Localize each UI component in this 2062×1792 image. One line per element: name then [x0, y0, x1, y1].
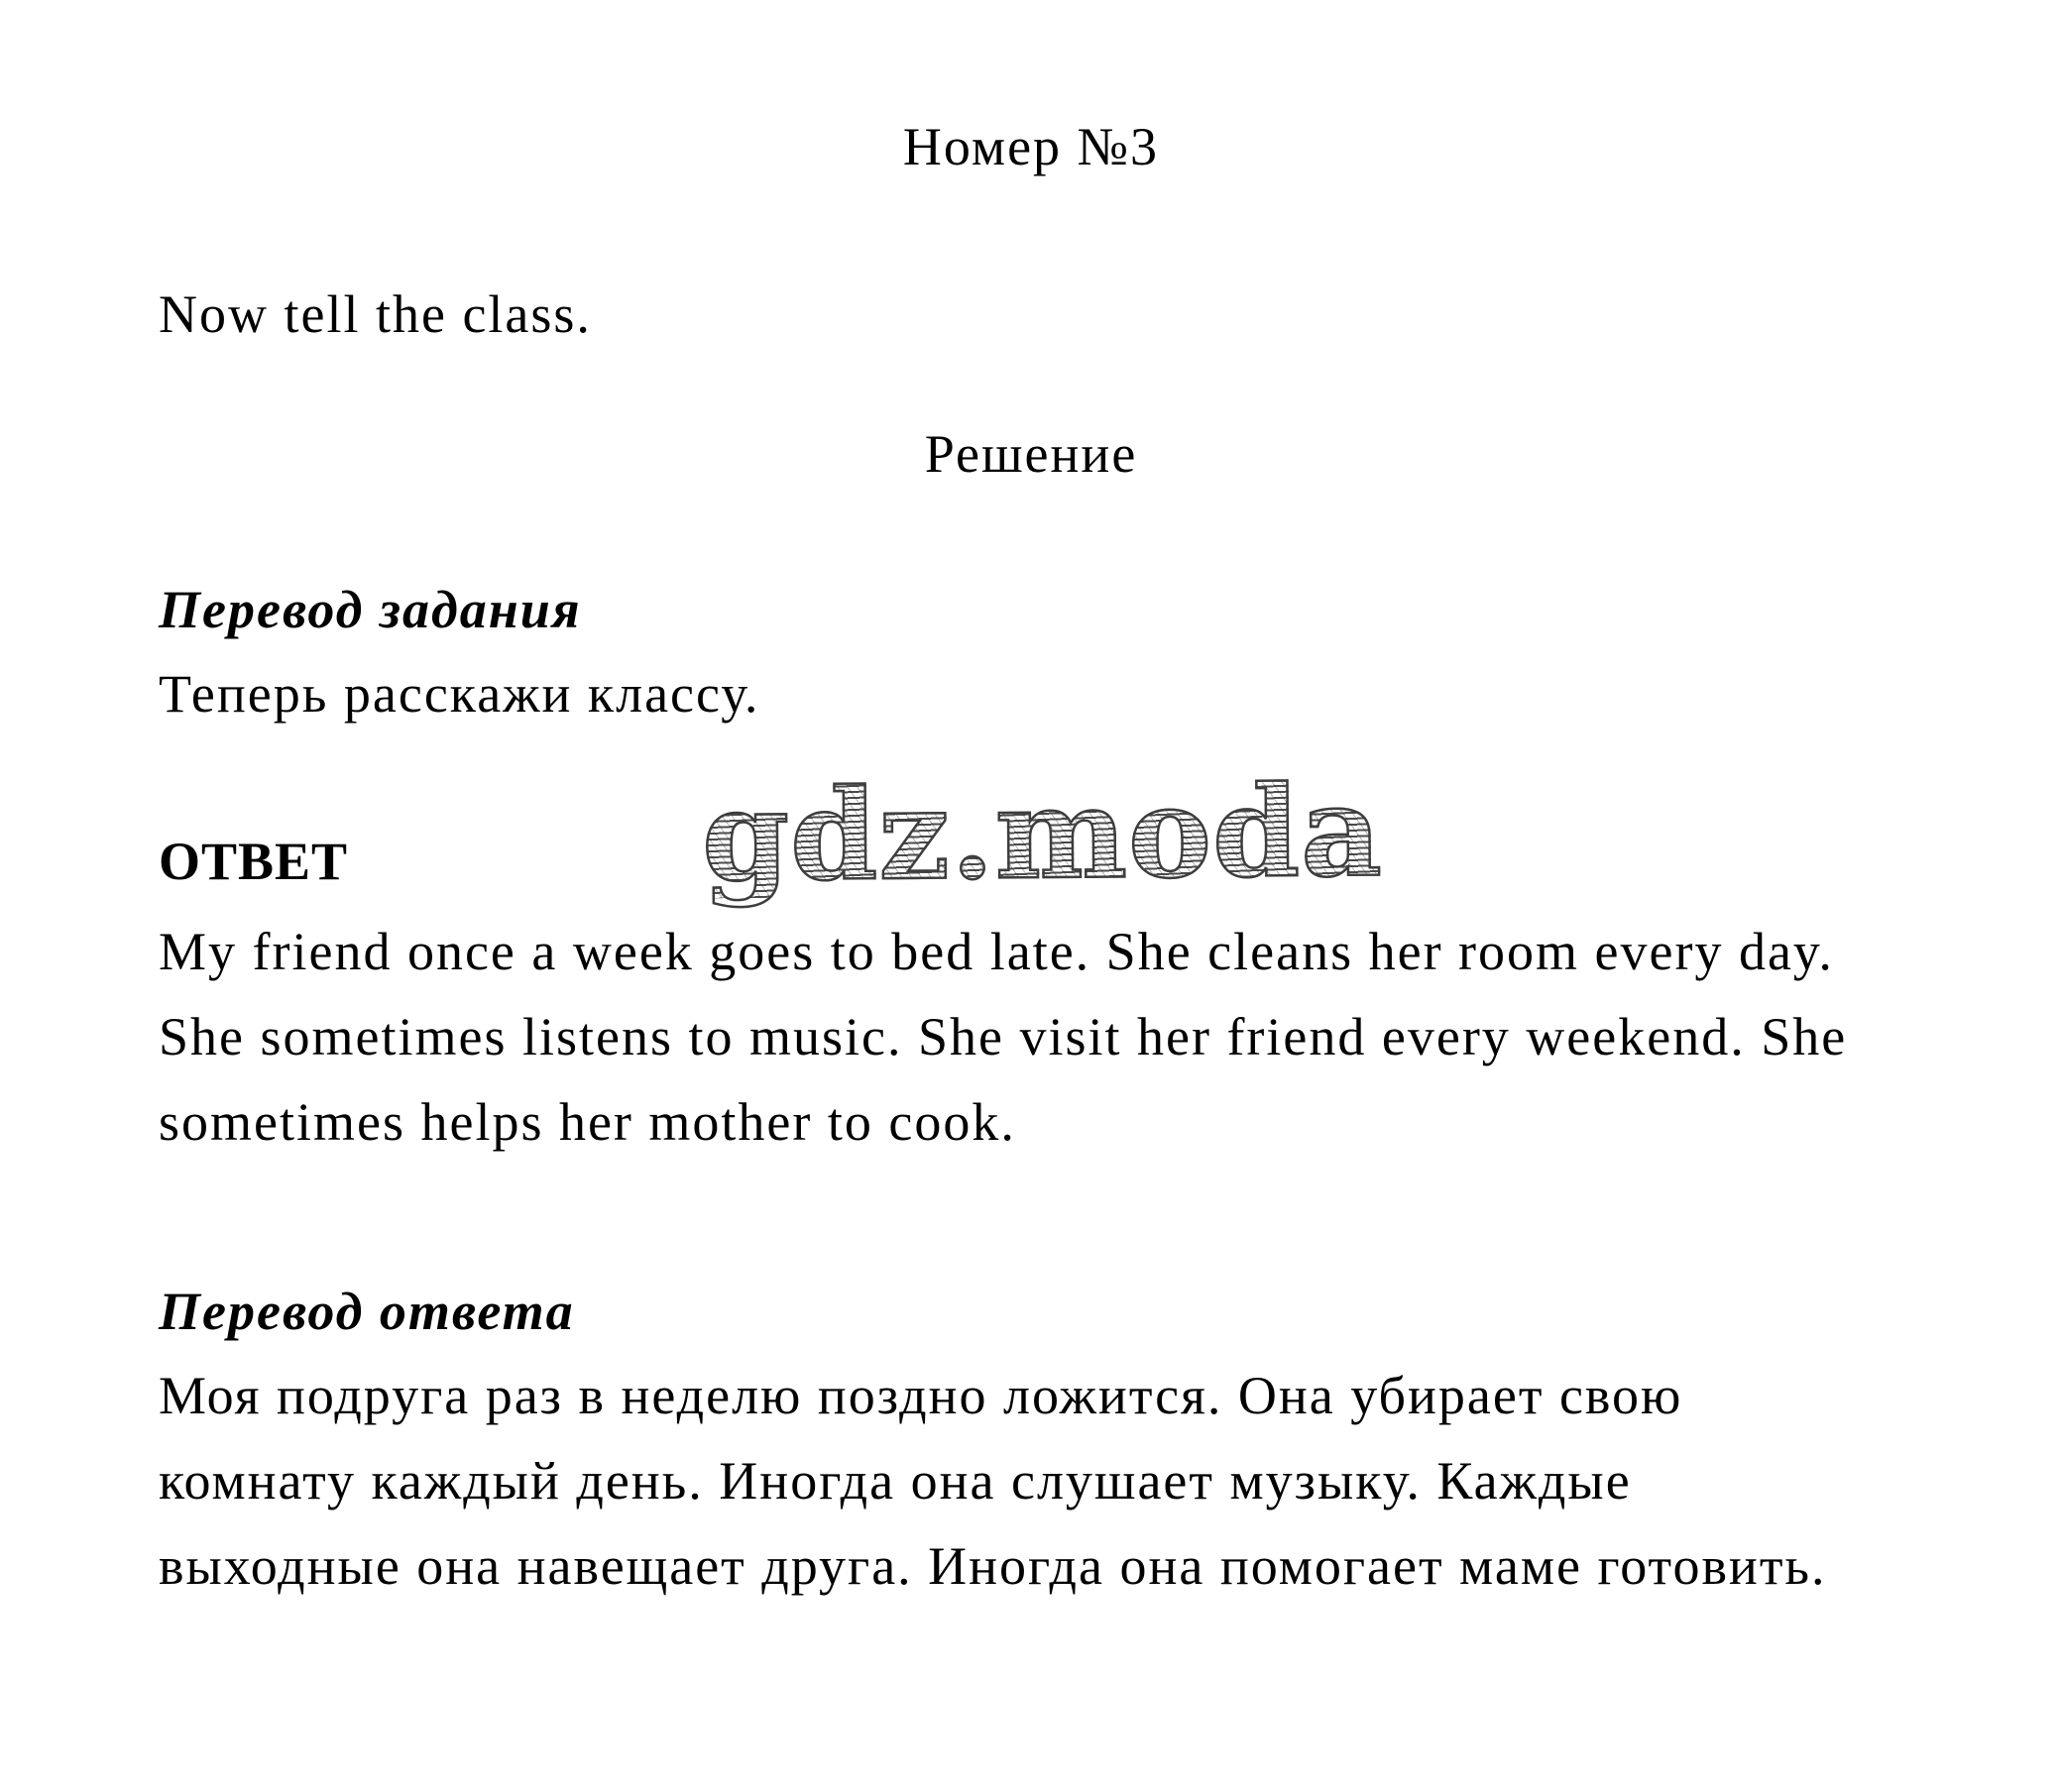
- task-translation-text: Теперь расскажи классу.: [159, 664, 760, 724]
- answer-translation-line: Моя подруга раз в неделю поздно ложится. Она убирает свою: [159, 1366, 1683, 1425]
- answer-line: sometimes helps her mother to cook.: [159, 1092, 1016, 1152]
- page-title: Номер №3: [902, 117, 1160, 176]
- solution-heading: Решение: [924, 424, 1138, 484]
- task-text: Now tell the class.: [159, 284, 592, 344]
- answer-heading: ОТВЕТ: [159, 832, 349, 891]
- answer-line: My friend once a week goes to bed late. She cleans her room every day.: [159, 922, 1834, 981]
- answer-translation-line: выходные она навещает друга. Иногда она помогает маме готовить.: [159, 1536, 1827, 1596]
- answer-translation-text: [159, 1353, 1903, 1609]
- gdz-moda-watermark: gdz.moda: [701, 757, 1384, 910]
- answer-line: She sometimes listens to music. She visit her friend every weekend. She: [159, 1007, 1848, 1066]
- answer-translation-line: комнату каждый день. Иногда она слушает музыку. Каждые: [159, 1451, 1632, 1511]
- answer-translation-heading: Перевод ответа: [159, 1282, 575, 1341]
- answer-text: [159, 909, 1903, 1165]
- task-translation-heading: Перевод задания: [159, 580, 582, 639]
